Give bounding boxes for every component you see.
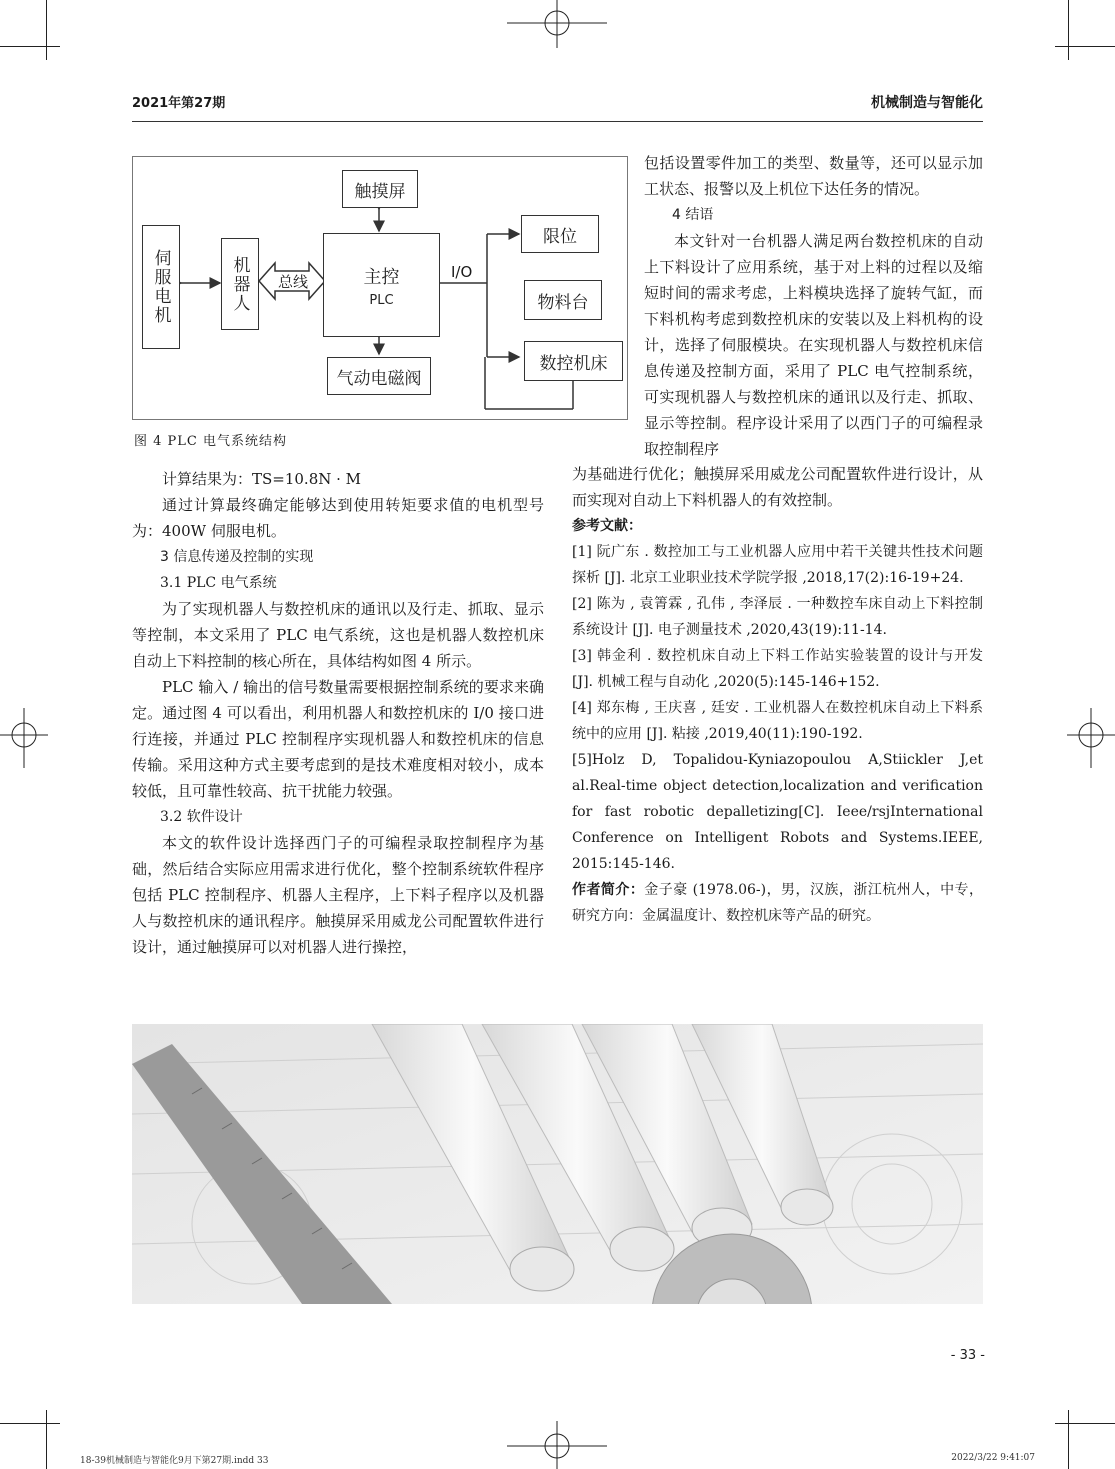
crop-mark-tl-v	[46, 0, 47, 60]
section-3-1-title: 3.1 PLC 电气系统	[160, 575, 277, 591]
registration-mark-bottom	[507, 1421, 607, 1469]
crop-mark-br-h	[1055, 1423, 1115, 1424]
cnc-box	[524, 341, 623, 381]
registration-mark-top	[507, 0, 607, 48]
slug-timestamp: 2022/3/22 9:41:07	[951, 1453, 1035, 1463]
pneumatic-valve-box	[327, 357, 431, 395]
header-rule	[132, 121, 983, 122]
author-label: 作者简介：	[572, 882, 645, 898]
registration-mark-right	[1067, 708, 1115, 768]
reference-4: [4] 郑东梅 , 王庆喜 , 廷安 . 工业机器人在数控机床自动上下料系统中的应用 [J]. 粘接 ,2019,40(11):190-192.	[572, 700, 983, 742]
main-control-label: 主控	[363, 266, 400, 288]
section-3-1-para-2: PLC 输入 / 输出的信号数量需要根据控制系统的要求来确定。通过图 4 可以看出，利用机器人和数控机床的 I/0 接口进行连接，并通过 PLC 控制程序实现机器人和数控机床的信息传输。采用这种方式主要考虑到的是技术难度相对较小，成本较低，且可靠性较高、抗干扰能力较强。	[132, 678, 544, 800]
servo-label: 伺服电机	[150, 249, 171, 325]
crop-mark-tl-h	[0, 46, 60, 47]
left-column	[132, 466, 544, 960]
section-4-para: 本文针对一台机器人满足两台数控机床的自动上下料设计了应用系统，基于对上料的过程以及缩短时间的需求考虑，上料模块选择了旋转气缸，而下料机构考虑到数控机床的安装以及上料机构的设计，选择了伺服模块。在实现机器人与数控机床信息传递及控制方面，采用了 PLC 电气控制系统，可实现机器人与数控机床的通讯以及行走、抓取、显示等控制。程序设计采用了以西门子的可编程录取控制程序	[644, 232, 983, 458]
crop-mark-tr-v	[1068, 0, 1069, 60]
blueprint-illustration	[132, 1024, 983, 1304]
section-3-2-title: 3.2 软件设计	[160, 809, 243, 825]
references-title: 参考文献：	[572, 518, 642, 534]
right-column-upper	[644, 150, 983, 462]
continuation-para: 包括设置零件加工的类型、数量等，还可以显示加工状态、报警以及上机位下达任务的情况。	[644, 154, 983, 198]
section-3-1-para-1: 为了实现机器人与数控机床的通讯以及行走、抓取、显示等控制，本文采用了 PLC 电气系统，这也是机器人数控机床自动上下料控制的核心所在，具体结构如图 4 所示。	[132, 600, 544, 670]
page-number: - 33 -	[950, 1348, 985, 1363]
section-4-title: 4 结语	[672, 207, 714, 223]
robot-box	[221, 238, 259, 330]
issue-label: 2021年第27期	[132, 96, 226, 111]
author-text: 金子豪 (1978.06-)，男，汉族，浙江杭州人，中专，研究方向：金属温度计、数控机床等产品的研究。	[572, 882, 984, 924]
reference-5: [5]Holz D, Topalidou-Kyniazopoulou A,Stiickler J,et al.Real-time object detection,localization and verification for fast robotic depalletizing[C]. Ieee/rsjInternational Conference on Intelligent Robots and Systems.IEEE, 2015:145-146.	[572, 752, 983, 872]
figure-caption: 图 4 PLC 电气系统结构	[134, 434, 287, 449]
limit-box	[521, 215, 599, 253]
robot-label: 机器人	[229, 255, 250, 313]
reference-2: [2] 陈为 , 袁箐霖 , 孔伟 , 李泽辰 . 一种数控车床自动上下料控制系统设计 [J]. 电子测量技术 ,2020,43(19):11-14.	[572, 596, 983, 638]
blueprint-photo	[132, 1024, 983, 1304]
plc-diagram	[132, 156, 628, 420]
reference-3: [3] 韩金利 . 数控机床自动上下料工作站实验装置的设计与开发 [J]. 机械工程与自动化 ,2020(5):145-146+152.	[572, 648, 983, 690]
calc-conclusion: 通过计算最终确定能够达到使用转矩要求值的电机型号为：400W 伺服电机。	[132, 496, 544, 540]
material-table-box	[524, 280, 602, 320]
touchscreen-box	[342, 170, 418, 208]
io-label: I/O	[451, 263, 473, 281]
section-3-title: 3 信息传递及控制的实现	[160, 549, 314, 565]
crop-mark-bl-h	[0, 1423, 60, 1424]
material-table-label: 物料台	[537, 292, 589, 313]
crop-mark-br-v	[1068, 1410, 1069, 1469]
main-control-box	[323, 233, 440, 337]
registration-mark-left	[0, 708, 48, 768]
pneumatic-valve-label: 气动电磁阀	[336, 368, 422, 389]
journal-title: 机械制造与智能化	[871, 95, 983, 111]
calc-result: 计算结果为：TS=10.8N · M	[162, 470, 362, 488]
slug-file: 18-39机械制造与智能化9月下第27期.indd 33	[80, 1456, 269, 1466]
bus-label: 总线	[277, 273, 308, 291]
touchscreen-label: 触摸屏	[354, 181, 406, 202]
cnc-label: 数控机床	[539, 353, 608, 374]
crop-mark-tr-h	[1055, 46, 1115, 47]
section-3-2-para-1: 本文的软件设计选择西门子的可编程录取控制程序为基础，然后结合实际应用需求进行优化，整个控制系统软件程序包括 PLC 控制程序、机器人主程序，上下料子程序以及机器人与数控机床的通讯程序。触摸屏采用威龙公司配置软件进行设计，通过触摸屏可以对机器人进行操控，	[132, 834, 544, 956]
crop-mark-bl-v	[46, 1410, 47, 1469]
section-4-para-end: 为基础进行优化；触摸屏采用威龙公司配置软件进行设计，从而实现对自动上下料机器人的有效控制。	[572, 465, 983, 509]
reference-1: [1] 阮广东 . 数控加工与工业机器人应用中若干关键共性技术问题探析 [J]. 北京工业职业技术学院学报 ,2018,17(2):16-19+24.	[572, 544, 983, 586]
author-bio	[572, 877, 983, 929]
right-column-lower	[572, 461, 983, 929]
servo-box	[142, 225, 180, 349]
limit-label: 限位	[543, 226, 577, 247]
plc-label: PLC	[369, 292, 394, 308]
